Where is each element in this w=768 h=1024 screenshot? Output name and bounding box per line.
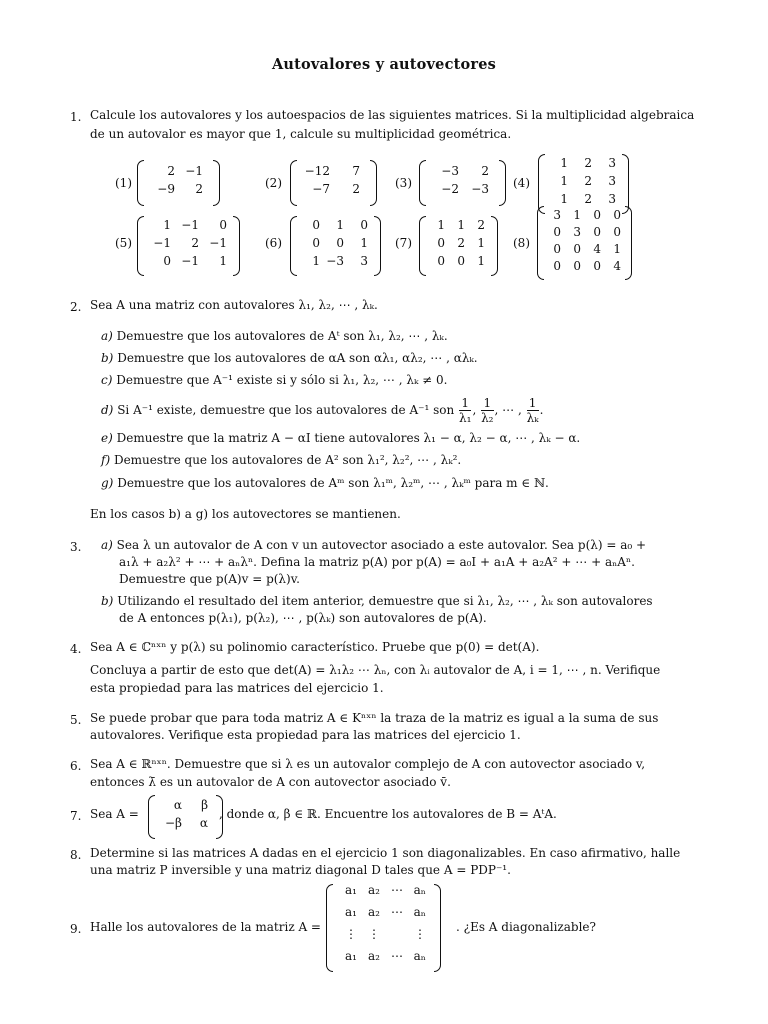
matrix-5-cell: 0: [163, 254, 171, 268]
matrix-exercise-9-cell: ⋮: [368, 927, 380, 941]
matrix-4-right-paren: [622, 154, 629, 214]
matrix-5-cell: −1: [153, 236, 171, 250]
matrix-8-right-paren: [625, 206, 632, 280]
exercise-2-outro: En los casos b) a g) los autovectores se mantienen.: [90, 507, 401, 521]
matrix-exercise-9-cell: ⋮: [345, 927, 357, 941]
exercise-4-line-3: esta propiedad para las matrices del ejercicio 1.: [90, 681, 384, 695]
matrix-6-cell: 1: [336, 218, 344, 232]
page-title: Autovalores y autovectores: [271, 56, 497, 73]
matrix-label-3: (3): [395, 176, 412, 190]
matrix-4-cell: 3: [608, 174, 616, 188]
matrix-1-cell: −9: [157, 182, 175, 196]
matrix-8-cell: 0: [593, 259, 601, 273]
matrix-exercise-9-left-paren: [326, 884, 333, 972]
matrix-exercise-7-cell: α: [173, 798, 182, 812]
exercise-3-item-a-line-1: a) Sea λ un autovalor de A con v un autovector asociado a este autovalor. Sea p(λ) = a₀ +: [101, 538, 647, 552]
exercise-6-number: 6.: [70, 759, 82, 773]
exercise-3-number: 3.: [70, 540, 82, 554]
matrix-exercise-7-cell: α: [199, 816, 208, 830]
matrix-8-cell: 0: [573, 242, 581, 256]
matrix-5-cell: −1: [181, 254, 199, 268]
matrix-7-cell: 1: [477, 254, 485, 268]
exercise-3-item-b-line-2: de A entonces p(λ₁), p(λ₂), ⋯ , p(λₖ) son autovalores de p(A).: [119, 611, 487, 625]
matrix-6-cell: 3: [360, 254, 368, 268]
exercise-5-line-2: autovalores. Verifique esta propiedad para las matrices del ejercicio 1.: [90, 728, 521, 742]
exercise-8-line-2: una matriz P inversible y una matriz diagonal D tales que A = PDP⁻¹.: [90, 863, 511, 877]
exercise-8-line-1: Determine si las matrices A dadas en el ejercicio 1 son diagonalizables. En caso afirmativo, halle: [90, 846, 681, 860]
matrix-label-7: (7): [395, 236, 412, 250]
fraction-1: $\frac{1}{\text{λ₁}}$: [459, 396, 472, 425]
matrix-2-cell: 7: [352, 164, 360, 178]
matrix-7-cell: 0: [437, 254, 445, 268]
matrix-5-cell: 1: [163, 218, 171, 232]
matrix-5-cell: −1: [181, 218, 199, 232]
matrix-8-cell: 3: [553, 208, 561, 222]
matrix-3-left-paren: [419, 160, 426, 206]
matrix-5-cell: 2: [191, 236, 199, 250]
exercise-1-line-2: de un autovalor es mayor que 1, calcule su multiplicidad geométrica.: [90, 127, 512, 141]
matrix-4-cell: 1: [560, 156, 568, 170]
fraction-k: $\frac{1}{\text{λₖ}}$: [526, 396, 539, 425]
matrix-8-cell: 0: [553, 242, 561, 256]
matrix-6-cell: 0: [312, 218, 320, 232]
matrix-exercise-9-cell: a₁: [345, 883, 357, 897]
matrix-7-cell: 1: [457, 218, 465, 232]
matrix-7-cell: 2: [477, 218, 485, 232]
matrix-8-cell: 0: [553, 225, 561, 239]
matrix-5-cell: 0: [219, 218, 227, 232]
matrix-1-cell: 2: [195, 182, 203, 196]
matrix-5-cell: −1: [209, 236, 227, 250]
exercise-4-number: 4.: [70, 642, 82, 656]
matrix-4-cell: 1: [560, 174, 568, 188]
exercise-5-line-1: Se puede probar que para toda matriz A ∈ Kⁿˣⁿ la traza de la matriz es igual a la suma de sus: [90, 711, 659, 725]
matrix-4-cell: 2: [584, 174, 592, 188]
matrix-exercise-9-cell: aₙ: [413, 883, 426, 897]
matrix-8-cell: 0: [613, 225, 621, 239]
matrix-6-cell: 0: [312, 236, 320, 250]
matrix-6-cell: −3: [326, 254, 344, 268]
matrix-7-right-paren: [491, 216, 498, 276]
exercise-9-pre: Halle los autovalores de la matriz A =: [90, 920, 321, 934]
matrix-label-6: (6): [265, 236, 282, 250]
exercise-2-intro: Sea A una matriz con autovalores λ₁, λ₂, ⋯ , λₖ.: [90, 298, 378, 312]
matrix-exercise-9-right-paren: [434, 884, 441, 972]
matrix-4-cell: 3: [608, 156, 616, 170]
matrix-exercise-9-cell: a₁: [345, 905, 357, 919]
exercise-6-line-2: entonces λ̄ es un autovalor de A con autovector asociado v̄.: [90, 775, 451, 789]
matrix-8-left-paren: [537, 206, 544, 280]
matrix-5-left-paren: [137, 216, 144, 276]
matrix-4-left-paren: [538, 154, 545, 214]
matrix-8-cell: 4: [613, 259, 621, 273]
matrix-8-cell: 0: [613, 208, 621, 222]
exercise-9-number: 9.: [70, 922, 82, 936]
matrix-2-cell: 2: [352, 182, 360, 196]
exercise-7-post: , donde α, β ∈ ℝ. Encuentre los autovalores de B = AᵗA.: [219, 807, 557, 821]
matrix-2-right-paren: [370, 160, 377, 206]
matrix-8-cell: 0: [593, 208, 601, 222]
matrix-7-cell: 0: [457, 254, 465, 268]
matrix-5-cell: 1: [219, 254, 227, 268]
matrix-2-cell: −12: [304, 164, 330, 178]
matrix-exercise-9-cell: aₙ: [413, 949, 426, 963]
exercise-4-line-1: Sea A ∈ ℂⁿˣⁿ y p(λ) su polinomio característico. Pruebe que p(0) = det(A).: [90, 640, 540, 654]
matrix-exercise-9-cell: ⋯: [391, 883, 403, 897]
matrix-8-cell: 0: [573, 259, 581, 273]
exercise-8-number: 8.: [70, 848, 82, 862]
matrix-5-right-paren: [233, 216, 240, 276]
matrix-1-right-paren: [213, 160, 220, 206]
matrix-label-1: (1): [115, 176, 132, 190]
matrix-1-cell: 2: [167, 164, 175, 178]
exercise-1-number: 1.: [70, 110, 82, 124]
matrix-exercise-7-cell: β: [201, 798, 208, 812]
exercise-4-line-2: Concluya a partir de esto que det(A) = λ₁λ₂ ⋯ λₙ, con λᵢ autovalor de A, i = 1, ⋯ , n. Verifique: [90, 663, 661, 677]
exercise-2-item-g: g) Demuestre que los autovalores de Aᵐ son λ₁ᵐ, λ₂ᵐ, ⋯ , λₖᵐ para m ∈ ℕ.: [101, 476, 549, 490]
matrix-3-cell: −3: [441, 164, 459, 178]
matrix-7-cell: 0: [437, 236, 445, 250]
exercise-9-post: . ¿Es A diagonalizable?: [456, 920, 596, 934]
matrix-8-cell: 4: [593, 242, 601, 256]
matrix-exercise-9-cell: ⋮: [414, 927, 426, 941]
matrix-6-cell: 1: [312, 254, 320, 268]
matrix-exercise-9-cell: ⋯: [391, 905, 403, 919]
exercise-7-number: 7.: [70, 809, 82, 823]
matrix-3-cell: 2: [481, 164, 489, 178]
matrix-2-left-paren: [290, 160, 297, 206]
matrix-7-cell: 1: [477, 236, 485, 250]
exercise-6-line-1: Sea A ∈ ℝⁿˣⁿ. Demuestre que si λ es un autovalor complejo de A con autovector asociado v,: [90, 757, 646, 771]
matrix-label-4: (4): [513, 176, 530, 190]
matrix-1-left-paren: [137, 160, 144, 206]
matrix-label-8: (8): [513, 236, 530, 250]
exercise-2-item-f: f) Demuestre que los autovalores de A² son λ₁², λ₂², ⋯ , λₖ².: [101, 453, 462, 467]
matrix-6-cell: 1: [360, 236, 368, 250]
exercise-2-item-b: b) Demuestre que los autovalores de αA son αλ₁, αλ₂, ⋯ , αλₖ.: [101, 351, 478, 365]
matrix-exercise-9-cell: ⋯: [391, 949, 403, 963]
exercise-2-item-e: e) Demuestre que la matriz A − αI tiene autovalores λ₁ − α, λ₂ − α, ⋯ , λₖ − α.: [101, 431, 581, 445]
matrix-8-cell: 0: [593, 225, 601, 239]
exercise-3-item-b-line-1: b) Utilizando el resultado del item anterior, demuestre que si λ₁, λ₂, ⋯ , λₖ son autovalores: [101, 594, 653, 608]
matrix-exercise-9-cell: aₙ: [413, 905, 426, 919]
exercise-2-item-d: d) Si A⁻¹ existe, demuestre que los autovalores de A⁻¹ son $\frac{1}{\text{λ₁}}$ , $\frac{1}{\text{λ₂}}$ , ⋯ , $\frac{1}{\text{λₖ}}$ .: [101, 396, 544, 425]
matrix-4-cell: 1: [560, 192, 568, 206]
matrix-4-cell: 3: [608, 192, 616, 206]
matrix-6-cell: 0: [336, 236, 344, 250]
matrix-6-left-paren: [290, 216, 297, 276]
exercise-2-number: 2.: [70, 300, 82, 314]
matrix-8-cell: 0: [553, 259, 561, 273]
exercise-5-number: 5.: [70, 713, 82, 727]
matrix-exercise-7-cell: −β: [165, 816, 182, 830]
matrix-7-cell: 2: [457, 236, 465, 250]
matrix-7-cell: 1: [437, 218, 445, 232]
exercise-2-item-a: a) Demuestre que los autovalores de Aᵗ son λ₁, λ₂, ⋯ , λₖ.: [101, 329, 448, 343]
matrix-exercise-9-cell: a₂: [368, 883, 380, 897]
matrix-8-cell: 1: [573, 208, 581, 222]
matrix-4-cell: 2: [584, 156, 592, 170]
matrix-3-right-paren: [499, 160, 506, 206]
matrix-6-right-paren: [374, 216, 381, 276]
matrix-2-cell: −7: [312, 182, 330, 196]
matrix-4-cell: 2: [584, 192, 592, 206]
matrix-exercise-7-left-paren: [148, 795, 155, 839]
matrix-label-5: (5): [115, 236, 132, 250]
matrix-3-cell: −2: [441, 182, 459, 196]
matrix-8-cell: 1: [613, 242, 621, 256]
matrix-exercise-9-cell: a₂: [368, 949, 380, 963]
exercise-7-pre: Sea A =: [90, 807, 139, 821]
matrix-6-cell: 0: [360, 218, 368, 232]
matrix-8-cell: 3: [573, 225, 581, 239]
matrix-3-cell: −3: [471, 182, 489, 196]
exercise-1-line-1: Calcule los autovalores y los autoespacios de las siguientes matrices. Si la multiplicidad algebraica: [90, 108, 695, 122]
exercise-3-item-a-line-2: a₁λ + a₂λ² + ⋯ + aₙλⁿ. Defina la matriz p(A) por p(A) = a₀I + a₁A + a₂A² + ⋯ + aₙAⁿ.: [119, 555, 635, 569]
matrix-exercise-9-cell: a₁: [345, 949, 357, 963]
exercise-2-item-c: c) Demuestre que A⁻¹ existe si y sólo si λ₁, λ₂, ⋯ , λₖ ≠ 0.: [101, 373, 448, 387]
matrix-7-left-paren: [419, 216, 426, 276]
matrix-1-cell: −1: [185, 164, 203, 178]
matrix-exercise-9-cell: a₂: [368, 905, 380, 919]
fraction-2: $\frac{1}{\text{λ₂}}$: [481, 396, 494, 425]
exercise-3-item-a-line-3: Demuestre que p(A)v = p(λ)v.: [119, 572, 300, 586]
matrix-label-2: (2): [265, 176, 282, 190]
